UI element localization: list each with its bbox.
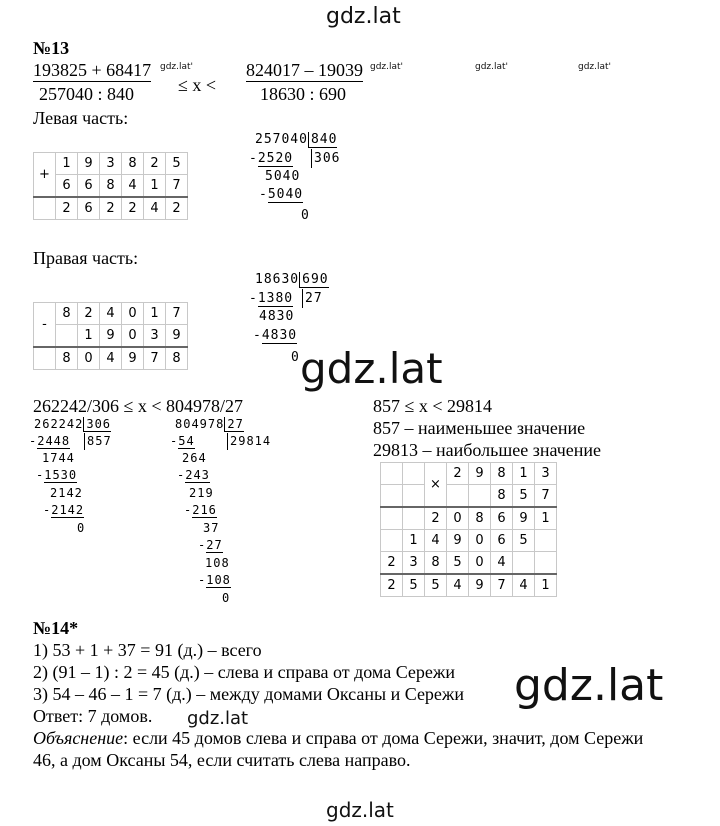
digit-cell xyxy=(34,197,56,220)
digit-cell: 8 xyxy=(122,153,144,175)
digit-cell: 9 xyxy=(469,574,491,597)
partial: 264 xyxy=(182,451,207,465)
remainder: 0 xyxy=(222,591,231,605)
watermark-top: gdz.lat xyxy=(326,4,401,29)
task14-line3: 3) 54 – 46 – 1 = 7 (д.) – между домами Оксаны и Сережи xyxy=(33,684,464,704)
watermark-tiny: gdz.lat' xyxy=(160,62,194,72)
subtrahend: 216 xyxy=(192,503,217,517)
digit-cell: 1 xyxy=(56,153,78,175)
digit-cell: 4 xyxy=(425,530,447,552)
dividend: 262242 xyxy=(34,417,84,431)
digit-cell: 9 xyxy=(78,153,100,175)
partial: 1744 xyxy=(42,451,75,465)
digit-cell: 4 xyxy=(447,574,469,597)
digit-cell: 3 xyxy=(100,153,122,175)
digit-cell: 7 xyxy=(166,175,188,198)
remainder: 0 xyxy=(291,350,300,365)
dividend: 804978 xyxy=(175,417,225,431)
digit-cell xyxy=(403,463,425,485)
digit-cell: 9 xyxy=(513,507,535,530)
task13-title: №13 xyxy=(33,38,70,58)
task14-answer: Ответ: 7 домов. xyxy=(33,706,153,726)
digit-cell: 2 xyxy=(122,197,144,220)
digit-cell xyxy=(513,552,535,575)
digit-cell: 5 xyxy=(513,530,535,552)
partial: 219 xyxy=(189,486,214,500)
subtrahend: 2448 xyxy=(37,434,71,448)
subtrahend: 2520 xyxy=(257,151,294,166)
digit-cell: 8 xyxy=(100,175,122,198)
digit-cell: 5 xyxy=(513,485,535,508)
digit-cell: 7 xyxy=(144,347,166,370)
task14-title: №14* xyxy=(33,618,79,638)
digit-cell: 1 xyxy=(535,507,557,530)
digit-cell: 2 xyxy=(144,153,166,175)
remainder: 0 xyxy=(301,208,310,223)
subtrahend: 1530 xyxy=(44,468,78,482)
digit-cell: 9 xyxy=(447,530,469,552)
digit-cell xyxy=(381,507,403,530)
digit-cell: 4 xyxy=(122,175,144,198)
digit-cell: 3 xyxy=(535,463,557,485)
digit-cell: 7 xyxy=(491,574,513,597)
digit-cell: 0 xyxy=(78,347,100,370)
ineq-left-denominator: 257040 : 840 xyxy=(39,84,135,104)
quotient: 857 xyxy=(84,433,112,450)
remainder: 0 xyxy=(77,521,86,535)
digit-cell: 0 xyxy=(122,325,144,348)
subtrahend: 108 xyxy=(206,573,231,587)
partial: 108 xyxy=(205,556,230,570)
digit-cell: 8 xyxy=(425,552,447,575)
digit-cell xyxy=(381,485,403,508)
left-part-label: Левая часть: xyxy=(33,108,129,128)
subtrahend: 54 xyxy=(178,434,195,448)
partial: 37 xyxy=(203,521,220,535)
divisor: 306 xyxy=(83,417,111,432)
partial: 4830 xyxy=(259,309,295,324)
explanation-label: Объяснение xyxy=(33,728,124,748)
ineq-right-numerator: 824017 – 19039 xyxy=(246,60,363,80)
digit-cell: 0 xyxy=(122,303,144,325)
digit-cell xyxy=(447,485,469,508)
addition-table xyxy=(33,152,188,220)
watermark-tiny: gdz.lat' xyxy=(475,62,509,72)
digit-cell: 2 xyxy=(56,197,78,220)
digit-cell xyxy=(469,485,491,508)
digit-cell: 0 xyxy=(469,530,491,552)
task14-line2: 2) (91 – 1) : 2 = 45 (д.) – слева и справа от дома Сережи xyxy=(33,662,455,682)
ineq-left-numerator: 193825 + 68417 xyxy=(33,60,152,80)
digit-cell xyxy=(381,530,403,552)
task14-explanation xyxy=(33,728,643,749)
digit-cell: 9 xyxy=(122,347,144,370)
digit-cell: 8 xyxy=(56,303,78,325)
quotient: 29814 xyxy=(227,433,271,450)
digit-cell: 6 xyxy=(56,175,78,198)
watermark-tiny: gdz.lat' xyxy=(370,62,404,72)
digit-cell: 4 xyxy=(144,197,166,220)
digit-cell: 1 xyxy=(535,574,557,597)
digit-cell: 9 xyxy=(469,463,491,485)
quotient: 306 xyxy=(311,149,340,168)
digit-cell: 2 xyxy=(381,552,403,575)
ineq-right-denominator: 18630 : 690 xyxy=(260,84,347,104)
task14-line1: 1) 53 + 1 + 37 = 91 (д.) – всего xyxy=(33,640,262,660)
digit-cell: 7 xyxy=(166,303,188,325)
digit-cell: 2 xyxy=(100,197,122,220)
digit-cell xyxy=(403,507,425,530)
digit-cell: 6 xyxy=(491,507,513,530)
divisor: 690 xyxy=(299,272,328,288)
watermark-small: gdz.lat xyxy=(187,708,249,729)
digit-cell: 5 xyxy=(403,574,425,597)
digit-cell: 8 xyxy=(469,507,491,530)
right-part-label: Правая часть: xyxy=(33,248,139,268)
dividend: 18630 xyxy=(255,272,300,287)
digit-cell xyxy=(34,347,56,370)
dividend: 257040 xyxy=(255,132,308,147)
op-sign: - xyxy=(34,303,56,348)
subtrahend: 4830 xyxy=(261,328,298,343)
result-min: 857 – наименьшее значение xyxy=(373,418,586,438)
digit-cell: 2 xyxy=(78,303,100,325)
digit-cell: 1 xyxy=(144,175,166,198)
digit-cell: 6 xyxy=(491,530,513,552)
range-line: 262242/306 ≤ x < 804978/27 xyxy=(33,396,244,416)
partial: 5040 xyxy=(265,169,301,184)
partial: 2142 xyxy=(50,486,83,500)
result-range: 857 ≤ x < 29814 xyxy=(373,396,493,416)
digit-cell: 1 xyxy=(78,325,100,348)
digit-cell: 5 xyxy=(447,552,469,575)
digit-cell: 2 xyxy=(381,574,403,597)
task14-explanation-line2: 46, а дом Оксаны 54, если считать слева направо. xyxy=(33,750,411,770)
digit-cell: 8 xyxy=(491,463,513,485)
watermark-tiny: gdz.lat' xyxy=(578,62,612,72)
subtrahend: 27 xyxy=(206,538,223,552)
divisor: 27 xyxy=(224,417,243,432)
digit-cell: 1 xyxy=(403,530,425,552)
digit-cell xyxy=(535,552,557,575)
subtrahend: 1380 xyxy=(257,291,294,306)
watermark-bottom: gdz.lat xyxy=(326,798,394,822)
op-sign: + xyxy=(34,153,56,198)
watermark-big: gdz.lat xyxy=(514,660,664,711)
digit-cell xyxy=(56,325,78,348)
digit-cell: 8 xyxy=(491,485,513,508)
multiplication-table xyxy=(380,462,557,597)
subtraction-table xyxy=(33,302,188,370)
digit-cell: 5 xyxy=(166,153,188,175)
digit-cell: 5 xyxy=(425,574,447,597)
watermark-big: gdz.lat xyxy=(300,344,443,393)
digit-cell: 6 xyxy=(78,175,100,198)
digit-cell: 2 xyxy=(425,507,447,530)
digit-cell: 1 xyxy=(144,303,166,325)
digit-cell xyxy=(403,485,425,508)
digit-cell: 3 xyxy=(403,552,425,575)
digit-cell: 2 xyxy=(166,197,188,220)
digit-cell xyxy=(535,530,557,552)
result-max: 29813 – наибольшее значение xyxy=(373,440,602,460)
ineq-middle: ≤ x < xyxy=(178,75,217,95)
digit-cell: 8 xyxy=(56,347,78,370)
digit-cell: 8 xyxy=(166,347,188,370)
digit-cell: 0 xyxy=(469,552,491,575)
digit-cell: 9 xyxy=(166,325,188,348)
digit-cell: 4 xyxy=(491,552,513,575)
digit-cell: 9 xyxy=(100,325,122,348)
explanation-text: : если 45 домов слева и справа от дома Сережи, значит, дом Сережи xyxy=(123,728,644,748)
subtrahend: 5040 xyxy=(267,187,304,202)
digit-cell: 2 xyxy=(447,463,469,485)
digit-cell: 6 xyxy=(78,197,100,220)
op-sign: × xyxy=(425,463,447,508)
quotient: 27 xyxy=(302,289,323,308)
digit-cell: 4 xyxy=(100,347,122,370)
digit-cell: 4 xyxy=(513,574,535,597)
digit-cell: 3 xyxy=(144,325,166,348)
digit-cell: 4 xyxy=(100,303,122,325)
digit-cell: 7 xyxy=(535,485,557,508)
digit-cell xyxy=(381,463,403,485)
subtrahend: 243 xyxy=(185,468,210,482)
subtrahend: 2142 xyxy=(51,503,85,517)
digit-cell: 1 xyxy=(513,463,535,485)
digit-cell: 0 xyxy=(447,507,469,530)
divisor: 840 xyxy=(308,132,337,148)
